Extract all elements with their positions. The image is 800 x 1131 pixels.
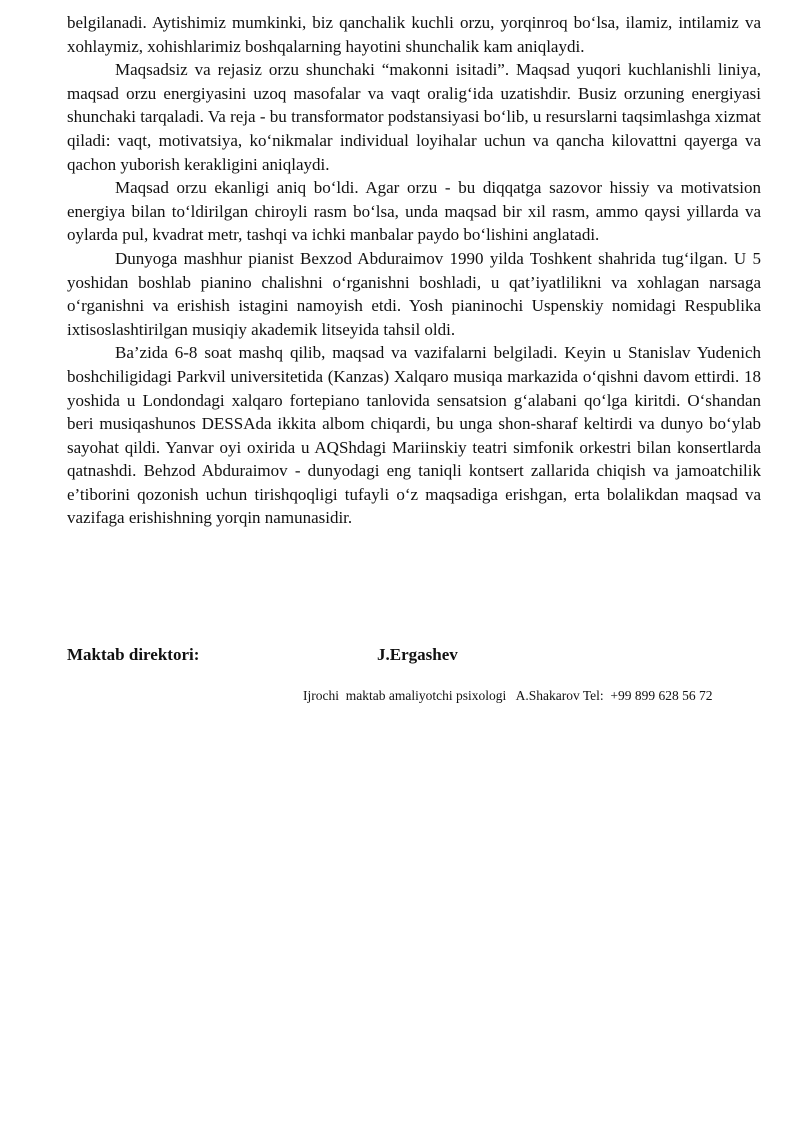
- paragraph-continuation: belgilanadi. Aytishimiz mumkinki, biz qanchalik kuchli orzu, yorqinroq bo‘lsa, ilamiz, intilamiz va xohlaymiz, xohishlarimiz boshqalarning hayotini shunchalik kam aniqlaydi.: [67, 13, 761, 56]
- signature-role: Maktab direktori:: [67, 645, 200, 664]
- paragraph-goal-is-dream: Maqsad orzu ekanligi aniq bo‘ldi. Agar orzu - bu diqqatga sazovor hissiy va motivatsion energiya bilan to‘ldirilgan chiroyli rasm bo‘lsa, unda maqsad bir xil rasm, ammo qaysi yillarda va oylarda pul, kvadrat metr, tashqi va ichki manbalar paydo bo‘lishini anglatadi.: [67, 178, 761, 245]
- paragraph-pianist-intro: Dunyoga mashhur pianist Bexzod Abduraimov 1990 yilda Toshkent shahrida tug‘ilgan. U 5 yoshidan boshlab pianino chalishni o‘rganishni boshladi, u qat’iyatlilikni va xohlagan narsaga o‘rganishni va erishish istagini namoyish etdi. Yosh pianinochi Uspenskiy nomidagi Respublika ixtisoslashtirilgan musiqiy akademik litseyida tahsil oldi.: [67, 248, 761, 339]
- signature-block: [67, 645, 761, 669]
- executor-contact-note: Ijrochi maktab amaliyotchi psixologi A.Shakarov Tel: +99 899 628 56 72: [303, 688, 713, 703]
- paragraph-pianist-achievements: Ba’zida 6-8 soat mashq qilib, maqsad va vazifalarni belgiladi. Keyin u Stanislav Yudenich boshchiligidagi Parkvil universitetida (Kanzas) Xalqaro musiqa markazida o‘qishni davom ettirdi. 18 yoshida u Londondagi xalqaro fortepiano tanlovida sensatsion g‘alabani qo‘lga kiritdi. O‘shandan beri musiqashunos DESSAda ikkita albom chiqardi, bu unga shon-sharaf keltirdi va dunyo bo‘ylab sayohat qildi. Yanvar oyi oxirida u AQShdagi Mariinskiy teatri simfonik orkestri bilan konsertlarda qatnashdi. Behzod Abduraimov - dunyodagi eng taniqli kontsert zallarida chiqish va jamoatchilik e’tiborini qozonish uchun tirishqoqligi tufayli o‘z maqsadiga erishgan, erta bolalikdan maqsad va vazifaga erishishning yorqin namunasidir.: [67, 343, 761, 528]
- signature-name: J.Ergashev: [377, 645, 458, 664]
- document-body: [67, 11, 761, 530]
- paragraph-dream-and-goal: Maqsadsiz va rejasiz orzu shunchaki “makonni isitadi”. Maqsad yuqori kuchlanishli liniya, maqsad orzu energiyasini uzoq masofalar va vaqt oralig‘ida uzatishdir. Busiz orzuning energiyasi shunchaki tarqaladi. Va reja - bu transformator podstansiyasi bo‘lib, u resurslarni taqsimlashga xizmat qiladi: vaqt, motivatsiya, ko‘nikmalar individual loyihalar uchun va qancha kilovattni qayerga va qachon yuborish kerakligini aniqlaydi.: [67, 60, 761, 174]
